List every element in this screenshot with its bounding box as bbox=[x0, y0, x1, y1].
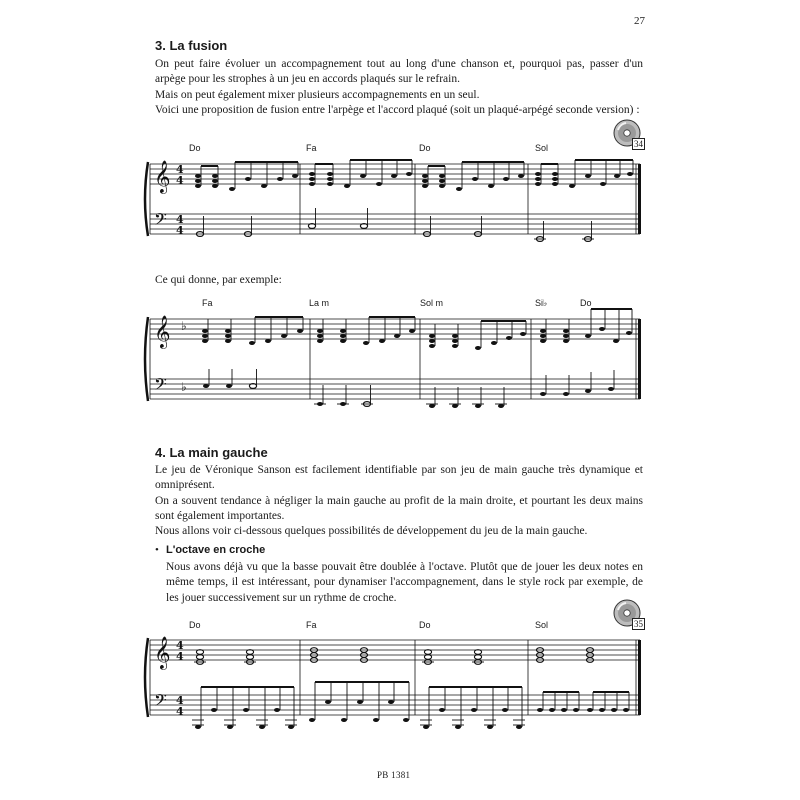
chord-symbol: Fa bbox=[306, 143, 317, 153]
svg-text:4: 4 bbox=[176, 705, 184, 718]
chord-symbol: Do bbox=[189, 620, 201, 630]
chord-symbol: Do bbox=[189, 143, 201, 153]
subsection-title: L'octave en croche bbox=[166, 544, 266, 556]
svg-text:4: 4 bbox=[176, 163, 184, 176]
music-score-example-3 bbox=[140, 630, 660, 735]
svg-text:4: 4 bbox=[176, 224, 184, 237]
chord-symbol: Fa bbox=[306, 620, 317, 630]
paragraph: Mais on peut également mixer plusieurs accompagnements en un seul. bbox=[155, 88, 480, 101]
section3-text bbox=[155, 57, 643, 118]
paragraph: Le jeu de Véronique Sanson est facilement identifiable par son jeu de main gauche très dynamique et omniprésent. bbox=[155, 464, 643, 492]
treble-clef: 𝄞 bbox=[154, 315, 171, 348]
paragraph: Nous allons voir ci-dessous quelques possibilités de développement du jeu de la main gauche. bbox=[155, 525, 588, 538]
chord-symbol: Sol m bbox=[420, 298, 444, 308]
section-title-fusion: 3. La fusion bbox=[155, 38, 228, 53]
time-signature bbox=[176, 639, 184, 718]
bass-clef: 𝄢 bbox=[154, 374, 167, 398]
chord-symbol: Sol bbox=[535, 143, 549, 153]
chord-symbol: Do bbox=[419, 143, 431, 153]
svg-text:4: 4 bbox=[176, 650, 184, 663]
brace bbox=[145, 162, 148, 236]
svg-text:4: 4 bbox=[176, 694, 184, 707]
music-score-example-1 bbox=[140, 152, 660, 252]
chord-symbol: Si♭ bbox=[535, 298, 548, 308]
chord-symbol: Sol bbox=[535, 620, 549, 630]
music-score-example-2 bbox=[140, 305, 660, 410]
chord-symbol: Do bbox=[580, 298, 592, 308]
chord-symbol: La m bbox=[309, 298, 330, 308]
bass-clef: 𝄢 bbox=[154, 209, 167, 233]
bass-clef: 𝄢 bbox=[154, 690, 167, 714]
section-title-main-gauche: 4. La main gauche bbox=[155, 445, 268, 460]
footer-reference: PB 1381 bbox=[377, 770, 411, 780]
example-caption: Ce qui donne, par exemple: bbox=[155, 274, 282, 286]
paragraph: Voici une proposition de fusion entre l'arpège et l'accord plaqué (soit un plaqué-arpégé seconde version) : bbox=[155, 103, 640, 116]
treble-clef: 𝄞 bbox=[154, 160, 171, 193]
paragraph: On a souvent tendance à négliger la main gauche au profit de la main droite, et pourtant les deux mains sont également importantes. bbox=[155, 494, 643, 522]
section4-text bbox=[155, 463, 643, 539]
brace bbox=[145, 638, 148, 717]
treble-clef: 𝄞 bbox=[154, 636, 171, 669]
flat-sign: ♭ bbox=[181, 319, 187, 333]
track-number: 35 bbox=[634, 619, 643, 629]
audio-track-marker bbox=[612, 118, 642, 153]
page-number: 27 bbox=[634, 15, 645, 27]
svg-text:4: 4 bbox=[176, 639, 184, 652]
brace bbox=[145, 317, 148, 401]
track-number: 34 bbox=[634, 139, 643, 149]
flat-sign: ♭ bbox=[181, 380, 187, 394]
chord-symbol: Do bbox=[419, 620, 431, 630]
audio-track-marker bbox=[612, 598, 642, 633]
bullet: • bbox=[155, 544, 159, 556]
time-signature bbox=[176, 163, 184, 237]
svg-text:4: 4 bbox=[176, 213, 184, 226]
paragraph: On peut faire évoluer un accompagnement tout au long d'une chanson et, pourquoi pas, passer d'un arpège pour les strophes à un jeu en accords plaqués sur le refrain. bbox=[155, 58, 643, 86]
subsection-text: Nous avons déjà vu que la basse pouvait être doublée à l'octave. Plutôt que de jouer les deux notes en même temps, il est intéressant, pour dynamiser l'accompagnement, dans le style rock par exemple, de les jouer successivement sur un rythme de croche. bbox=[166, 561, 643, 604]
chord-symbol: Fa bbox=[202, 298, 213, 308]
svg-text:4: 4 bbox=[176, 174, 184, 187]
